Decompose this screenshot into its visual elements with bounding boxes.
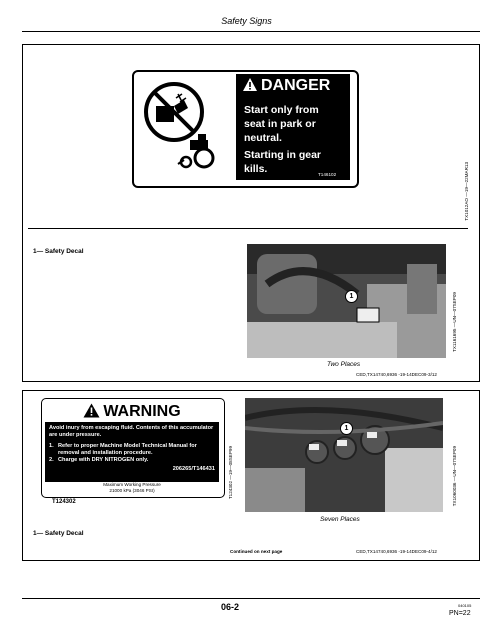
danger-line: kills.: [244, 163, 268, 175]
photo-caption-1: Two Places: [327, 361, 361, 368]
danger-line: seat in park or: [244, 118, 316, 130]
footer-rule: [22, 598, 480, 599]
warning-intro: Avoid inury from escaping fluid. Contents of this accumulator are under pressure.: [49, 425, 214, 438]
photo-caption-2: Seven Places: [320, 516, 360, 523]
warning-heading: WARNING: [45, 403, 219, 421]
decal-id-2: T124302 —19—08SEP99: [228, 446, 233, 500]
photo-id-2: TX1060036 —UN—07SEP09: [452, 446, 457, 507]
pressure-value: 21000 kPa (3046 PSI): [109, 488, 155, 493]
no-riding-pictogram: [140, 76, 232, 180]
danger-heading: DANGER: [236, 74, 350, 98]
footer-small-code: 040105: [458, 603, 472, 608]
warning-item: 2. Charge with DRY NITROGEN only.: [49, 457, 149, 463]
danger-line: Start only from: [244, 104, 319, 116]
warning-code: 206265/T146431: [172, 466, 215, 472]
warning-triangle-icon: [83, 403, 100, 423]
callout-1: 1: [345, 290, 358, 303]
engine-photo-2: [245, 398, 443, 512]
decal-id-1: TX1012AO —19—22MAR13: [464, 162, 469, 221]
ref-2: CED,TX14740,6936 -19-14DEC09-4/12: [356, 549, 437, 554]
callout-2: 1: [340, 422, 353, 435]
danger-code: T146102: [318, 172, 337, 177]
page-number: 06-2: [221, 602, 240, 612]
continued-note: Continued on next page: [230, 549, 283, 554]
pressure-label: Maximum Working Pressure: [103, 482, 161, 487]
legend-1: 1— Safety Decal: [33, 248, 84, 255]
warning-item: 1. Refer to proper Machine Model Technical Manual for removal and installation procedure.: [49, 443, 197, 456]
warning-triangle-icon: [242, 76, 258, 100]
decal-ref-2: T124302: [52, 499, 76, 505]
danger-text: [236, 98, 350, 180]
panel-divider: [28, 228, 468, 229]
ref-1: CED,TX14740,6936 -19-14DEC09-3/12: [356, 372, 437, 377]
legend-2: 1— Safety Decal: [33, 530, 84, 537]
warning-text: [45, 422, 219, 482]
header-rule: [22, 31, 480, 32]
photo-id-1: TX1161695 —UN—07SEP09: [452, 292, 457, 352]
pn-number: PN=22: [449, 610, 471, 617]
danger-line: neutral.: [244, 132, 282, 144]
page-header: Safety Signs: [221, 16, 272, 26]
danger-line: Starting in gear: [244, 149, 322, 161]
